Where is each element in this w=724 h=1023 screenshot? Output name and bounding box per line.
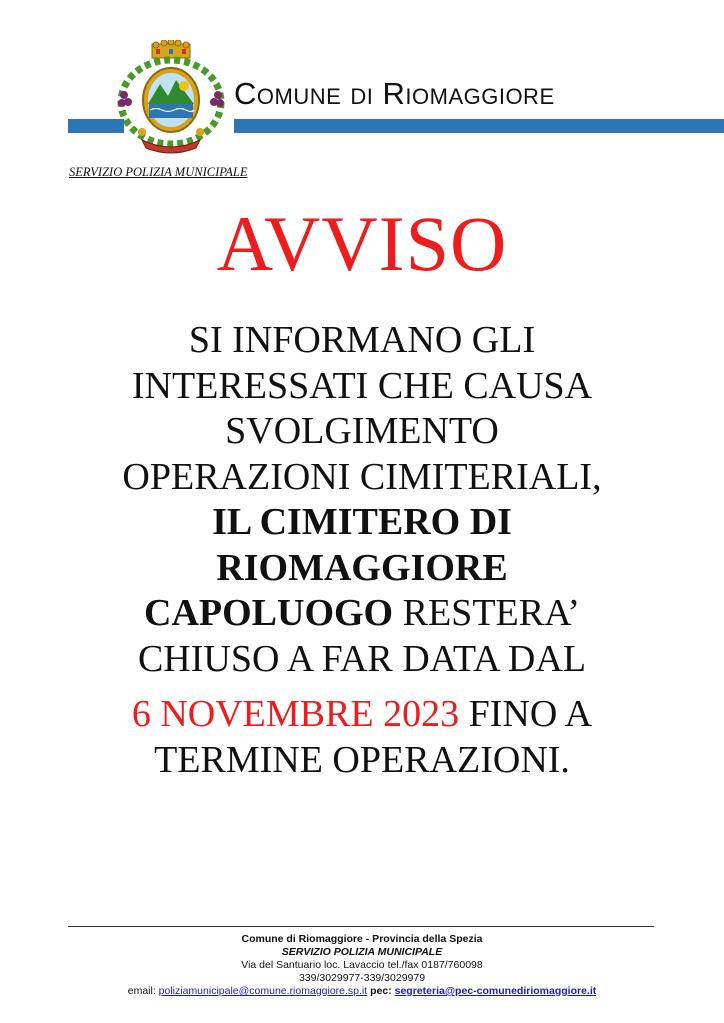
footer-address: Via del Santuario loc. Lavaccio tel./fax 0187/760098	[241, 959, 483, 971]
email-link[interactable]: poliziamunicipale@comune.riomaggiore.sp.it	[158, 985, 368, 997]
footer-organization: Comune di Riomaggiore - Provincia della Spezia	[241, 933, 483, 945]
service-label: SERVIZIO POLIZIA MUNICIPALE	[69, 165, 248, 179]
footer	[0, 933, 724, 998]
notice-line	[0, 692, 724, 738]
notice-location: CAPOLUOGO	[144, 592, 394, 634]
footer-service: SERVIZIO POLIZIA MUNICIPALE	[281, 946, 443, 958]
footer-phones: 339/3029977-339/3029979	[298, 972, 426, 984]
email-label: email:	[127, 985, 159, 997]
municipality-title: Comune di Riomaggiore	[234, 76, 555, 111]
notice-line: CHIUSO A FAR DATA DAL	[137, 637, 587, 680]
footer-divider	[68, 926, 654, 927]
notice-heading: AVVISO	[216, 200, 508, 287]
pec-label: pec:	[367, 985, 395, 997]
header-bar-left	[68, 119, 124, 133]
notice-line	[0, 591, 724, 637]
notice-line-text: RESTERA’	[393, 592, 580, 634]
notice-body	[0, 318, 724, 783]
coat-of-arms-icon	[112, 40, 230, 155]
notice-line: OPERAZIONI CIMITERIALI,	[122, 455, 602, 498]
pec-link[interactable]: segreteria@pec-comunediriomaggiore.it	[394, 985, 597, 997]
notice-date: 6 NOVEMBRE 2023	[131, 693, 460, 735]
notice-line-bold: RIOMAGGIORE	[216, 546, 508, 589]
notice-line: INTERESSATI CHE CAUSA	[131, 364, 593, 407]
footer-contacts	[0, 985, 724, 998]
notice-line-bold: IL CIMITERO DI	[212, 501, 512, 543]
letterhead	[0, 0, 724, 160]
notice-line: TERMINE OPERAZIONI.	[154, 738, 570, 781]
notice-line: SVOLGIMENTO	[225, 410, 499, 452]
header-bar-right	[234, 119, 724, 133]
notice-line: SI INFORMANO GLI	[188, 319, 536, 361]
notice-line-text: FINO A	[459, 693, 593, 735]
